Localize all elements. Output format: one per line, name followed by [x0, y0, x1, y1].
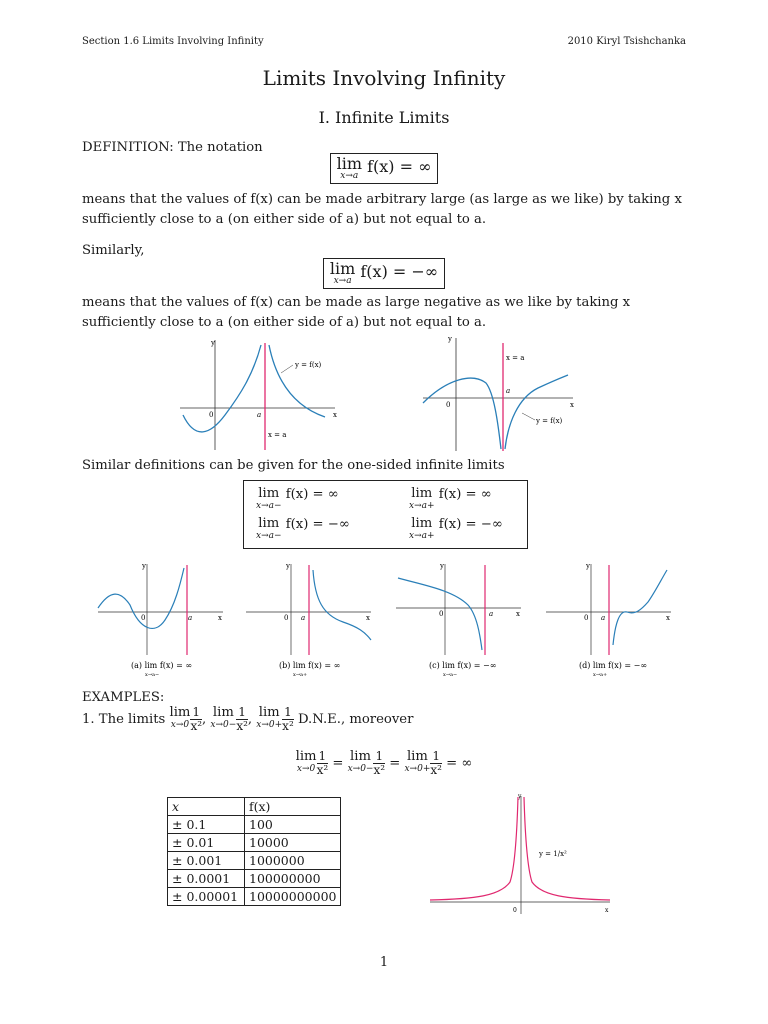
limit-right-pos: lim x→a+ f(x) = ∞ — [409, 486, 492, 511]
examples-heading: EXAMPLES: — [82, 690, 165, 705]
x-axis-label: x — [333, 411, 337, 419]
page-number: 1 — [379, 955, 389, 970]
svg-text:x: x — [516, 610, 520, 618]
svg-text:0: 0 — [584, 614, 589, 622]
graph-b — [243, 560, 378, 680]
running-header-right: 2010 Kiryl Tsishchanka — [567, 36, 686, 47]
svg-text:x: x — [366, 614, 370, 622]
graph-positive-infinity — [175, 335, 345, 455]
svg-text:(d) lim f(x) = −∞: (d) lim f(x) = −∞ — [579, 661, 648, 670]
origin-label: 0 — [446, 401, 451, 409]
similarly-text: Similarly, — [82, 243, 145, 258]
graph-a — [95, 560, 230, 680]
formula-lim-infinity: lim x→a f(x) = ∞ — [0, 153, 768, 184]
svg-text:0: 0 — [141, 614, 146, 622]
onesided-limits-box — [243, 480, 528, 549]
table-row: ± 0.00001 10000000000 — [168, 888, 341, 906]
svg-text:y: y — [586, 562, 590, 570]
svg-text:y: y — [142, 562, 146, 570]
svg-text:(b) lim f(x) = ∞: (b) lim f(x) = ∞ — [279, 661, 341, 670]
example-1-equation: lim x→0 $\frac{1}{\text{x²}}$ = lim x→0− $\frac{1}{\text{x²}}$ = lim x→0+ $\frac{1}{\text{x²}}$ = ∞ — [295, 749, 473, 777]
svg-text:a: a — [301, 614, 306, 622]
svg-text:x→a+: x→a+ — [593, 672, 608, 678]
svg-text:x: x — [218, 614, 222, 622]
table-row: ± 0.001 1000000 — [168, 852, 341, 870]
svg-text:(c) lim f(x) = −∞: (c) lim f(x) = −∞ — [429, 661, 497, 670]
svg-text:0: 0 — [284, 614, 289, 622]
curve-left — [183, 345, 261, 432]
curve-left — [423, 378, 501, 449]
values-table — [167, 797, 341, 906]
y-axis-label: y — [448, 335, 452, 343]
svg-text:(a) lim f(x) = ∞: (a) lim f(x) = ∞ — [131, 661, 192, 670]
svg-text:x: x — [605, 907, 609, 914]
table-row: ± 0.0001 100000000 — [168, 870, 341, 888]
running-header-left: Section 1.6 Limits Involving Infinity — [82, 36, 264, 47]
table-row: ± 0.1 100 — [168, 816, 341, 834]
graph-reciprocal-square — [425, 792, 615, 922]
y-axis-label: y — [211, 339, 215, 347]
curve-right — [505, 375, 568, 449]
svg-text:y: y — [518, 793, 522, 800]
curve-label: y = f(x) — [295, 361, 322, 369]
definition-meaning-2: means that the values of f(x) can be made as large negative as we like by taking x sufficiently close to a (on either side of a) but not equal to a. — [82, 295, 631, 330]
table-header-row: x f(x) — [168, 798, 341, 816]
svg-text:y: y — [440, 562, 444, 570]
curve-label: y = f(x) — [536, 417, 563, 425]
svg-text:x→a−: x→a− — [443, 672, 458, 678]
asymptote-label: x = a — [268, 431, 287, 439]
svg-text:x→a−: x→a− — [145, 672, 160, 678]
curve-right — [269, 345, 325, 417]
limit-right-neg: lim x→a+ f(x) = −∞ — [409, 516, 503, 541]
svg-text:a: a — [188, 614, 193, 622]
example-1-line: 1. The limits lim x→0 $\frac{1}{\text{x²}}$ , lim x→0− $\frac{1}{\text{x²}}$ , lim x→0+ $\frac{1}{\text{x²}}$ D.N.E., moreover — [82, 705, 414, 733]
limit-left-neg: lim x→a− f(x) = −∞ — [256, 516, 350, 541]
a-label: a — [506, 387, 511, 395]
svg-text:y: y — [286, 562, 290, 570]
formula-lim-neg-infinity: lim x→a f(x) = −∞ — [0, 258, 768, 289]
x-axis-label: x — [570, 401, 574, 409]
svg-text:a: a — [489, 610, 494, 618]
asymptote-label: x = a — [506, 354, 525, 362]
svg-text:0: 0 — [513, 907, 517, 914]
definition-meaning-1: means that the values of f(x) can be made arbitrary large (as large as we like) by taking x sufficiently close to a (on either side of a) but not equal to a. — [82, 192, 682, 227]
graph-c — [393, 560, 528, 680]
svg-text:x→a+: x→a+ — [293, 672, 308, 678]
a-label: a — [257, 411, 262, 419]
onesided-intro: Similar definitions can be given for the one-sided infinite limits — [82, 458, 505, 473]
limit-left-pos: lim x→a− f(x) = ∞ — [256, 486, 339, 511]
svg-text:a: a — [601, 614, 606, 622]
svg-text:0: 0 — [439, 610, 444, 618]
section-heading: I. Infinite Limits — [318, 108, 450, 127]
origin-label: 0 — [209, 411, 214, 419]
definition-intro: DEFINITION: The notation — [82, 140, 263, 155]
table-row: ± 0.01 10000 — [168, 834, 341, 852]
svg-text:x: x — [666, 614, 670, 622]
page-title: Limits Involving Infinity — [262, 66, 506, 90]
graph-negative-infinity — [418, 333, 578, 453]
curve-label: y = 1/x² — [539, 850, 567, 858]
graph-d — [543, 560, 678, 680]
